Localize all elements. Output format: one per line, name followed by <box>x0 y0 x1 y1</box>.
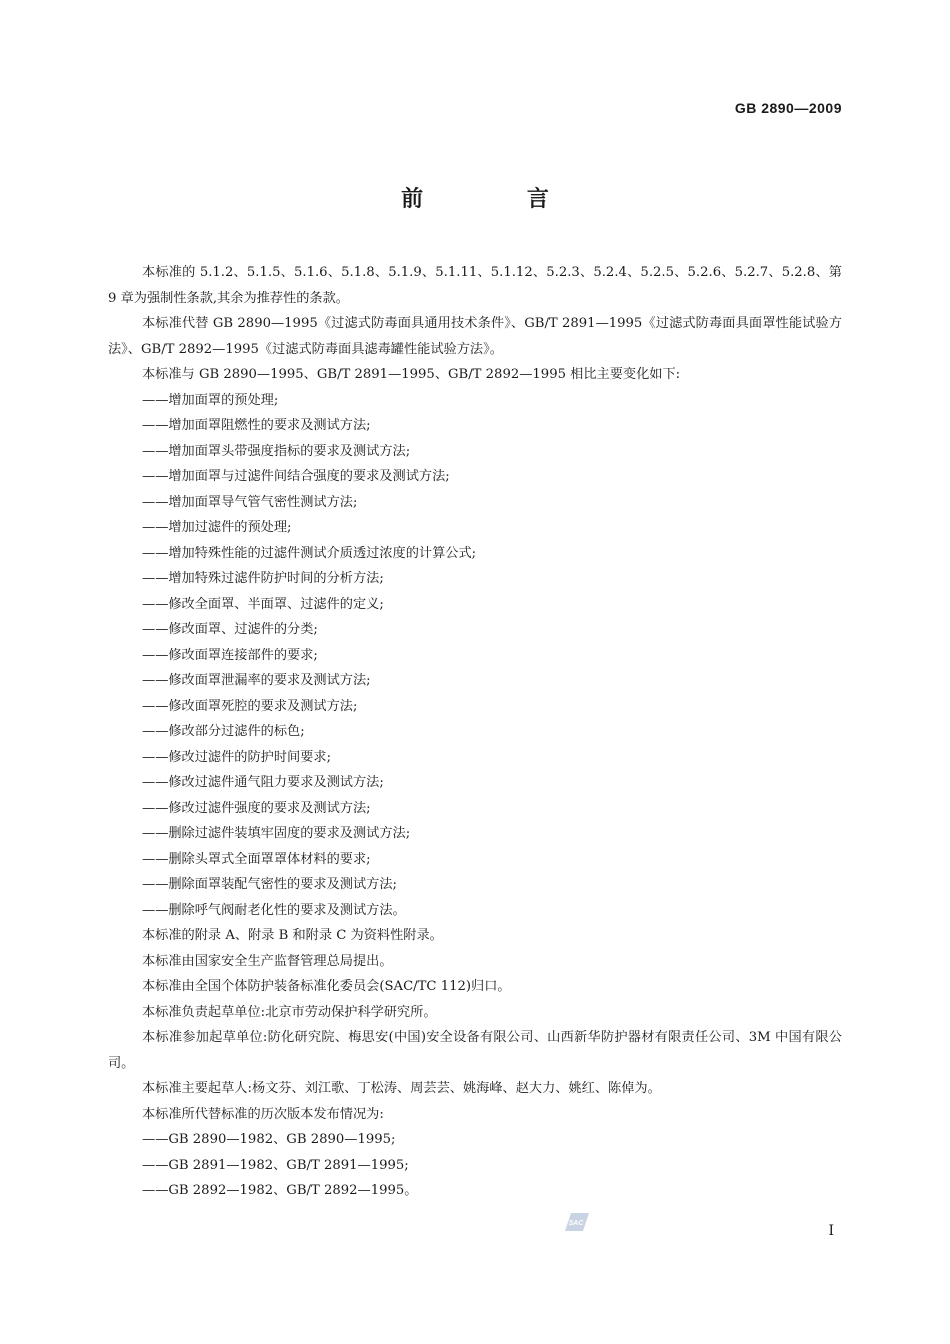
list-item: ——修改全面罩、半面罩、过滤件的定义; <box>142 596 384 612</box>
list-item: ——删除头罩式全面罩罩体材料的要求; <box>142 851 371 867</box>
paragraph: 本标准由国家安全生产监督管理总局提出。 <box>142 953 393 969</box>
list-item: ——增加面罩阻燃性的要求及测试方法; <box>142 418 371 433</box>
changes-list <box>108 388 842 924</box>
list-item: ——修改部分过滤件的标色; <box>142 724 305 739</box>
paragraph: 本标准所代替标准的历次版本发布情况为: <box>142 1106 384 1122</box>
paragraph: 本标准的 5.1.2、5.1.5、5.1.6、5.1.8、5.1.9、5.1.11、5.1.12、5.2.3、5.2.4、5.2.5、5.2.6、5.2.7、5.2.8、第 9 章为强制性条款,其余为推荐性的条款。 <box>108 265 842 306</box>
list-item: ——GB 2890—1982、GB 2890—1995; <box>142 1132 396 1147</box>
list-item: ——删除呼气阀耐老化性的要求及测试方法。 <box>142 902 406 918</box>
list-item: ——删除面罩装配气密性的要求及测试方法; <box>142 877 398 892</box>
list-item: ——GB 2891—1982、GB/T 2891—1995; <box>142 1157 409 1173</box>
list-item: ——修改过滤件的防护时间要求; <box>142 749 332 765</box>
list-item: ——增加面罩导气管气密性测试方法; <box>142 494 358 510</box>
history-list <box>108 1127 842 1204</box>
paragraph: 本标准负责起草单位:北京市劳动保护科学研究所。 <box>142 1004 437 1020</box>
paragraph: 本标准主要起草人:杨文芬、刘江歌、丁松涛、周芸芸、姚海峰、赵大力、姚红、陈倬为。 <box>142 1081 661 1096</box>
document-body <box>108 260 842 1204</box>
sac-logo-icon <box>561 1211 591 1233</box>
list-item: ——修改面罩连接部件的要求; <box>142 647 318 663</box>
page-number: I <box>828 1223 834 1239</box>
list-item: ——增加面罩的预处理; <box>142 392 279 408</box>
list-item: ——增加过滤件的预处理; <box>142 520 292 535</box>
list-item: ——增加面罩与过滤件间结合强度的要求及测试方法; <box>142 469 450 484</box>
paragraph: 本标准代替 GB 2890—1995《过滤式防毒面具通用技术条件》、GB/T 2891—1995《过滤式防毒面具面罩性能试验方法》、GB/T 2892—1995《过滤式防毒面具滤毒罐性能试验方法》。 <box>108 316 842 357</box>
list-item: ——增加面罩头带强度指标的要求及测试方法; <box>142 443 411 459</box>
paragraph: 本标准的附录 A、附录 B 和附录 C 为资料性附录。 <box>142 928 443 943</box>
list-item: ——修改面罩泄漏率的要求及测试方法; <box>142 673 371 688</box>
page-title: 前 言 <box>401 187 597 212</box>
list-item: ——增加特殊过滤件防护时间的分析方法; <box>142 571 384 586</box>
logo-text: SAC <box>568 1220 584 1227</box>
list-item: ——修改过滤件强度的要求及测试方法; <box>142 800 371 816</box>
list-item: ——修改面罩、过滤件的分类; <box>142 622 318 637</box>
paragraph: 本标准与 GB 2890—1995、GB/T 2891—1995、GB/T 2892—1995 相比主要变化如下: <box>142 367 681 382</box>
list-item: ——修改过滤件通气阻力要求及测试方法; <box>142 775 384 790</box>
list-item: ——修改面罩死腔的要求及测试方法; <box>142 698 358 714</box>
list-item: ——增加特殊性能的过滤件测试介质透过浓度的计算公式; <box>142 545 477 561</box>
paragraph: 本标准由全国个体防护装备标准化委员会(SAC/TC 112)归口。 <box>142 979 511 994</box>
standard-code: GB 2890—2009 <box>734 100 842 116</box>
list-item: ——GB 2892—1982、GB/T 2892—1995。 <box>142 1183 418 1198</box>
list-item: ——删除过滤件装填牢固度的要求及测试方法; <box>142 826 411 841</box>
paragraph: 本标准参加起草单位:防化研究院、梅思安(中国)安全设备有限公司、山西新华防护器材有限责任公司、3M 中国有限公司。 <box>108 1030 842 1071</box>
